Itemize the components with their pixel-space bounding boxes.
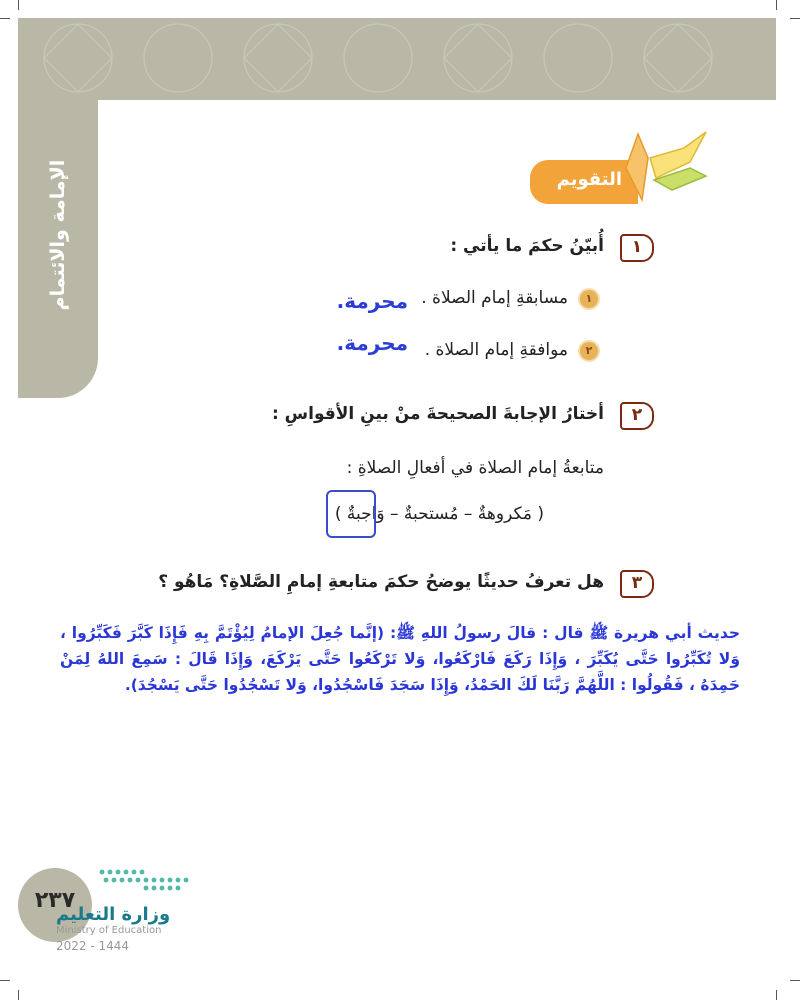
page-number: ٢٣٧	[34, 888, 76, 913]
crop-mark	[776, 0, 777, 10]
crop-mark	[790, 980, 800, 981]
crop-mark	[0, 980, 10, 981]
header-band	[18, 18, 776, 100]
crop-mark	[18, 0, 19, 10]
question-number: ١	[620, 234, 654, 262]
question-number: ٢	[620, 402, 654, 430]
statement-text: متابعةُ إمام الصلاة في أفعالِ الصلاةِ :	[346, 458, 604, 478]
section-badge-label: التقويم	[556, 169, 622, 190]
choices-text: ( مَكروهةٌ – مُستحبةٌ – وَاجبةٌ )	[334, 504, 544, 524]
selected-choice-box	[326, 490, 376, 538]
pen-icon	[620, 128, 710, 204]
bullet-number: ١	[580, 290, 598, 308]
crop-mark	[790, 18, 800, 19]
ministry-name-ar: وزارة التعليم	[56, 904, 171, 925]
handwritten-answer: محرمة.	[336, 289, 408, 313]
unit-title: الإمامة والائتمام	[47, 159, 69, 311]
item-text: مسابقةِ إمام الصلاة .	[421, 288, 568, 308]
geometric-pattern-icon	[18, 18, 776, 100]
handwritten-answer: محرمة.	[336, 331, 408, 355]
question-prompt: أُبيّنُ حكمَ ما يأتي :	[450, 236, 604, 256]
crop-mark	[0, 18, 10, 19]
crop-mark	[18, 990, 19, 1000]
question-number: ٣	[620, 570, 654, 598]
bullet-number: ٢	[580, 342, 598, 360]
item-text: موافقةِ إمام الصلاة .	[424, 340, 568, 360]
handwritten-answer: حديث أبي هريرة ﷺ قال : قالَ رسولُ اللهِ ﷺ: (إنَّما جُعِلَ الإمامُ لِيُؤْتَمَّ بِهِ فَإِذَا كَبَّرَ فَكَبِّرُوا ، وَلا تُكَبِّرُوا حَتَّى يُكَبِّرَ ، وَإِذَا رَكَعَ فَارْكَعُوا، وَلا تَرْكَعُوا حَتَّى يَرْكَعَ، وَإِذَا قَالَ : سَمِعَ اللهُ لِمَنْ حَمِدَهُ ، فَقُولُوا : اللَّهُمَّ رَبَّنَا لَكَ الحَمْدُ، وَإِذَا سَجَدَ فَاسْجُدُوا، وَلا تَسْجُدُوا حَتَّى يَسْجُدَ).	[60, 624, 740, 694]
ministry-name-en: Ministry of Education	[56, 925, 162, 936]
question-prompt: أختارُ الإجابةَ الصحيحةَ منْ بينِ الأقواسِ :	[271, 404, 604, 424]
edition-year: 2022 - 1444	[56, 939, 130, 953]
question-prompt: هل تعرفُ حديثًا يوضحُ حكمَ متابعةِ إمامِ الصَّلاةِ؟ مَاهُو ؟	[158, 572, 604, 592]
crop-mark	[776, 990, 777, 1000]
ministry-logo-icon	[96, 866, 192, 906]
